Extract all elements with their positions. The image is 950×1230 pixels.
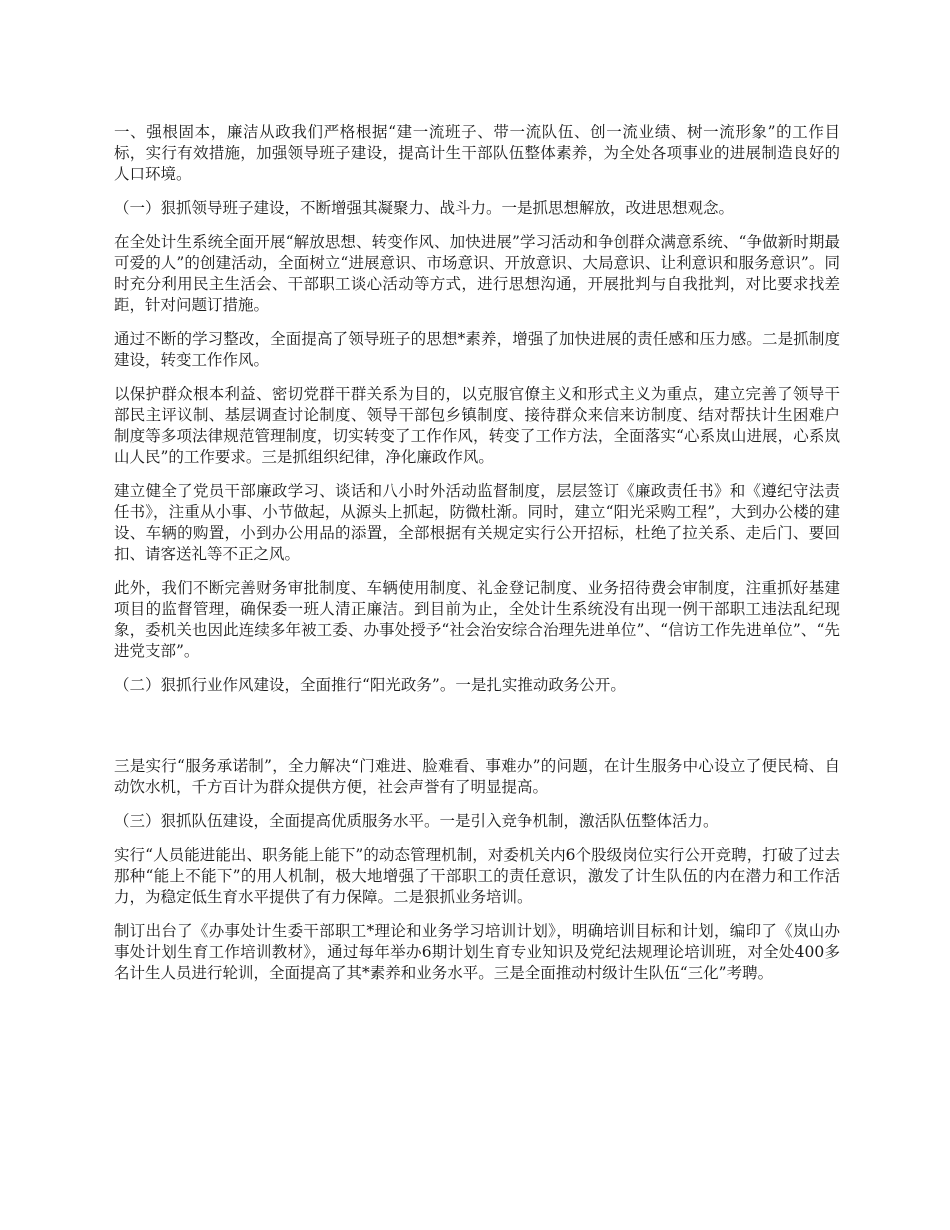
paragraph-3: 在全处计生系统全面开展“解放思想、转变作风、加快进展”学习活动和争创群众满意系统、“争做新时期最可爱的人”的创建活动，全面树立“进展意识、市场意识、开放意识、大局意识、让利意识和服务意识”。同时充分利用民主生活会、干部职工谈心活动等方式，进行思想沟通，开展批判与自我批判，对比要求找差距，针对问题订措施。: [114, 233, 840, 314]
paragraph-9: 三是实行“服务承诺制”，全力解决“门难进、脸难看、事难办”的问题，在计生服务中心设立了便民椅、自动饮水机，千方百计为群众提供方便，社会声誉有了明显提高。: [114, 757, 840, 796]
document-body: [114, 122, 840, 997]
paragraph-7: 此外，我们不断完善财务审批制度、车辆使用制度、礼金登记制度、业务招待费会审制度，注重抓好基建项目的监督管理，确保委一班人清正廉洁。到目前为止，全处计生系统没有出现一例干部职工违法乱纪现象，委机关也因此连续多年被工委、办事处授予“社会治安综合治理先进单位”、“信访工作先进单位”、“先进党支部”。: [114, 579, 840, 660]
paragraph-10: （三）狠抓队伍建设，全面提高优质服务水平。一是引入竞争机制，激活队伍整体活力。: [114, 812, 719, 830]
paragraph-11: 实行“人员能进能出、职务能上能下”的动态管理机制，对委机关内6个股级岗位实行公开竞聘，打破了过去那种“能上不能下”的用人机制，极大地增强了干部职工的责任意识，激发了计生队伍的内在潜力和工作活力，为稳定低生育水平提供了有力保障。二是狠抓业务培训。: [114, 846, 840, 906]
paragraph-5: 以保护群众根本利益、密切党群干群关系为目的，以克服官僚主义和形式主义为重点，建立完善了领导干部民主评议制、基层调查讨论制度、领导干部包乡镇制度、接待群众来信来访制度、结对帮扶计生困难户制度等多项法律规范管理制度，切实转变了工作作风，转变了工作方法，全面落实“心系岚山进展，心系岚山人民”的工作要求。三是抓组织纪律，净化廉政作风。: [114, 385, 840, 466]
paragraph-2: （一）狠抓领导班子建设，不断增强其凝聚力、战斗力。一是抓思想解放，改进思想观念。: [114, 199, 735, 217]
paragraph-1: 一、强根固本，廉洁从政我们严格根据“建一流班子、带一流队伍、创一流业绩、树一流形象”的工作目标，实行有效措施，加强领导班子建设，提高计生干部队伍整体素养，为全处各项事业的进展制造良好的人口环境。: [114, 123, 840, 183]
section-gap: [114, 709, 840, 756]
paragraph-4: 通过不断的学习整改，全面提高了领导班子的思想*素养，增强了加快进展的责任感和压力感。二是抓制度建设，转变工作作风。: [114, 330, 840, 369]
paragraph-8: （二）狠抓行业作风建设，全面推行“阳光政务”。一是扎实推动政务公开。: [114, 676, 626, 694]
paragraph-6: 建立健全了党员干部廉政学习、谈话和八小时外活动监督制度，层层签订《廉政责任书》和《遵纪守法责任书》，注重从小事、小节做起，从源头上抓起，防微杜渐。同时，建立“阳光采购工程”，大到办公楼的建设、车辆的购置，小到办公用品的添置，全部根据有关规定实行公开招标，杜绝了拉关系、走后门、要回扣、请客送礼等不正之风。: [114, 482, 840, 563]
paragraph-12: 制订出台了《办事处计生委干部职工*理论和业务学习培训计划》，明确培训目标和计划，编印了《岚山办事处计划生育工作培训教材》，通过每年举办6期计划生育专业知识及党纪法规理论培训班，对全处400多名计生人员进行轮训，全面提高了其*素养和业务水平。三是全面推动村级计生队伍“三化”考聘。: [114, 922, 840, 982]
